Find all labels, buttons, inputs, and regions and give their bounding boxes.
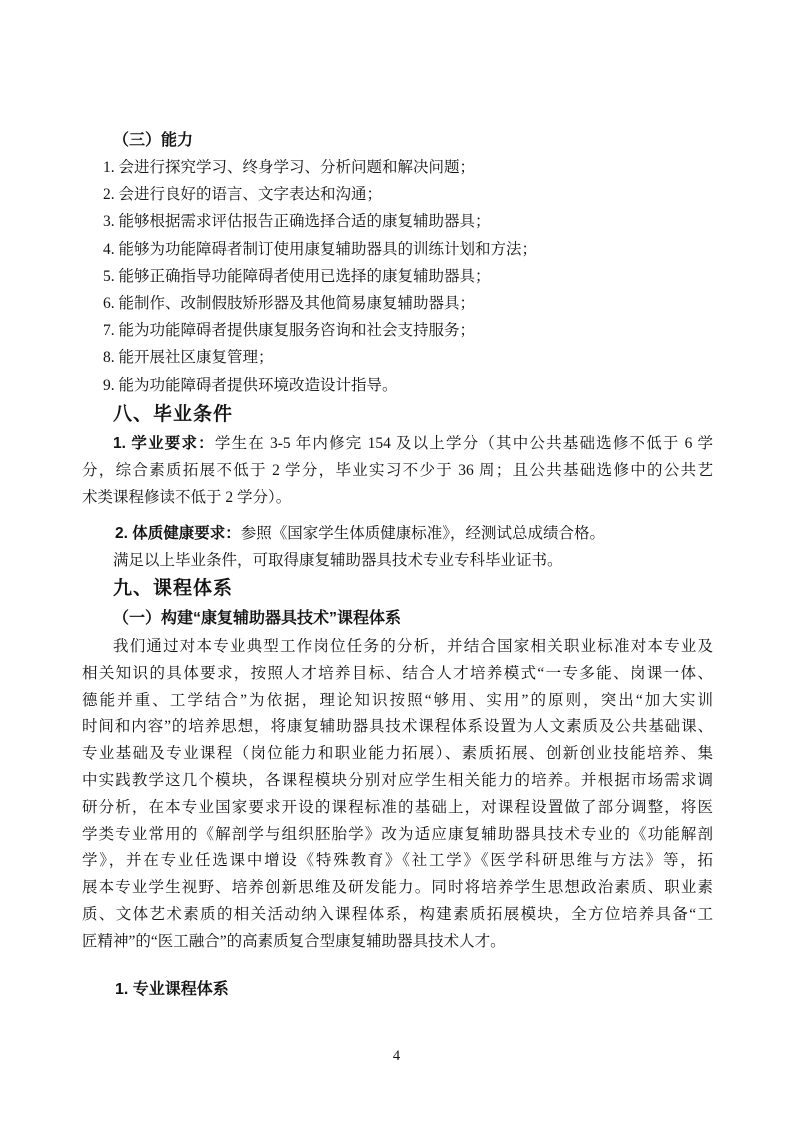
ability-item: 8. 能开展社区康复管理； — [103, 349, 274, 367]
section-curriculum — [82, 574, 713, 956]
page-number: 4 — [392, 1048, 401, 1064]
academic-requirement-label: 1. 学业要求： — [113, 435, 215, 452]
academic-requirement-line — [82, 430, 713, 457]
physical-requirement-line — [82, 520, 713, 547]
curriculum-paragraph-line: 学》，并在专业任选课中增设《特殊教育》《社工学》《医学科研思维与方法》等，拓 — [82, 852, 713, 870]
curriculum-paragraph-line: 质、文体艺术素质的相关活动纳入课程体系，构建素质拓展模块，全方位培养具备“工 — [82, 905, 713, 923]
academic-requirement-line: 术类课程修读不低于 2 学分）。 — [82, 489, 292, 507]
curriculum-paragraph-line: 我们通过对本专业典型工作岗位任务的分析，并结合国家相关职业标准对本专业及 — [113, 638, 713, 655]
ability-heading: （三）能力 — [113, 132, 194, 149]
ability-item: 1. 会进行探究学习、终身学习、分析问题和解决问题； — [103, 159, 476, 176]
ability-item: 3. 能够根据需求评估报告正确选择合适的康复辅助器具； — [103, 213, 491, 231]
course-system-title: 1. 专业课程体系 — [115, 981, 229, 998]
ability-item: 9. 能为功能障碍者提供环境改造设计指导。 — [103, 376, 398, 394]
curriculum-paragraph-line: 学类专业常用的《解剖学与组织胚胎学》改为适应康复辅助器具技术专业的《功能解剖 — [82, 825, 713, 843]
section-course-system — [82, 976, 713, 1004]
curriculum-paragraph-line: 德能并重、工学结合”为依据，理论知识按照“够用、实用”的原则，突出“加大实训 — [82, 691, 713, 709]
curriculum-paragraph-line: 专业基础及专业课程（岗位能力和职业能力拓展）、素质拓展、创新创业技能培养、集 — [82, 745, 713, 763]
curriculum-paragraph-line: 匠精神”的“医工融合”的高素质复合型康复辅助器具技术人才。 — [82, 932, 506, 950]
graduation-heading: 八、毕业条件 — [113, 404, 234, 425]
ability-item: 4. 能够为功能障碍者制订使用康复辅助器具的训练计划和方法； — [103, 240, 538, 258]
section-graduation — [82, 400, 713, 574]
curriculum-paragraph-line: 相关知识的具体要求，按照人才培养目标、结合人才培养模式“一专多能、岗课一体、 — [82, 664, 713, 682]
curriculum-subheading: （一）构建“康复辅助器具技术”课程体系 — [113, 610, 402, 627]
ability-item: 6. 能制作、改制假肢矫形器及其他简易康复辅助器具； — [103, 295, 476, 313]
curriculum-paragraph-line: 展本专业学生视野、培养创新思维及研发能力。同时将培养学生思想政治素质、职业素 — [82, 879, 713, 897]
ability-item: 5. 能够正确指导功能障碍者使用已选择的康复辅助器具； — [103, 267, 491, 285]
ability-item: 2. 会进行良好的语言、文字表达和沟通； — [103, 186, 383, 204]
curriculum-paragraph-line: 时间和内容”的培养思想，将康复辅助器具技术课程体系设置为人文素质及公共基础课、 — [82, 718, 713, 736]
academic-requirement-line: 分，综合素质拓展不低于 2 学分，毕业实习不少于 36 周；且公共基础选修中的公共艺 — [82, 462, 713, 480]
curriculum-paragraph-line: 中实践教学这几个模块，各课程模块分别对应学生相关能力的培养。并根据市场需求调 — [82, 771, 713, 789]
curriculum-paragraph-line: 研分析，在本专业国家要求开设的课程标准的基础上，对课程设置做了部分调整，将医 — [82, 798, 713, 816]
graduation-conclusion-line: 满足以上毕业条件，可取得康复辅助器具技术专业专科毕业证书。 — [113, 551, 563, 569]
section-ability — [82, 128, 713, 399]
physical-requirement-label: 2. 体质健康要求： — [115, 524, 241, 542]
academic-requirement-text: 学生在 3-5 年内修完 154 及以上学分（其中公共基础选修不低于 6 学 — [214, 435, 713, 452]
curriculum-heading: 九、课程体系 — [113, 578, 234, 599]
physical-requirement-text: 参照《国家学生体质健康标准》，经测试总成绩合格。 — [240, 524, 605, 542]
ability-item: 7. 能为功能障碍者提供康复服务咨询和社会支持服务； — [103, 322, 476, 340]
